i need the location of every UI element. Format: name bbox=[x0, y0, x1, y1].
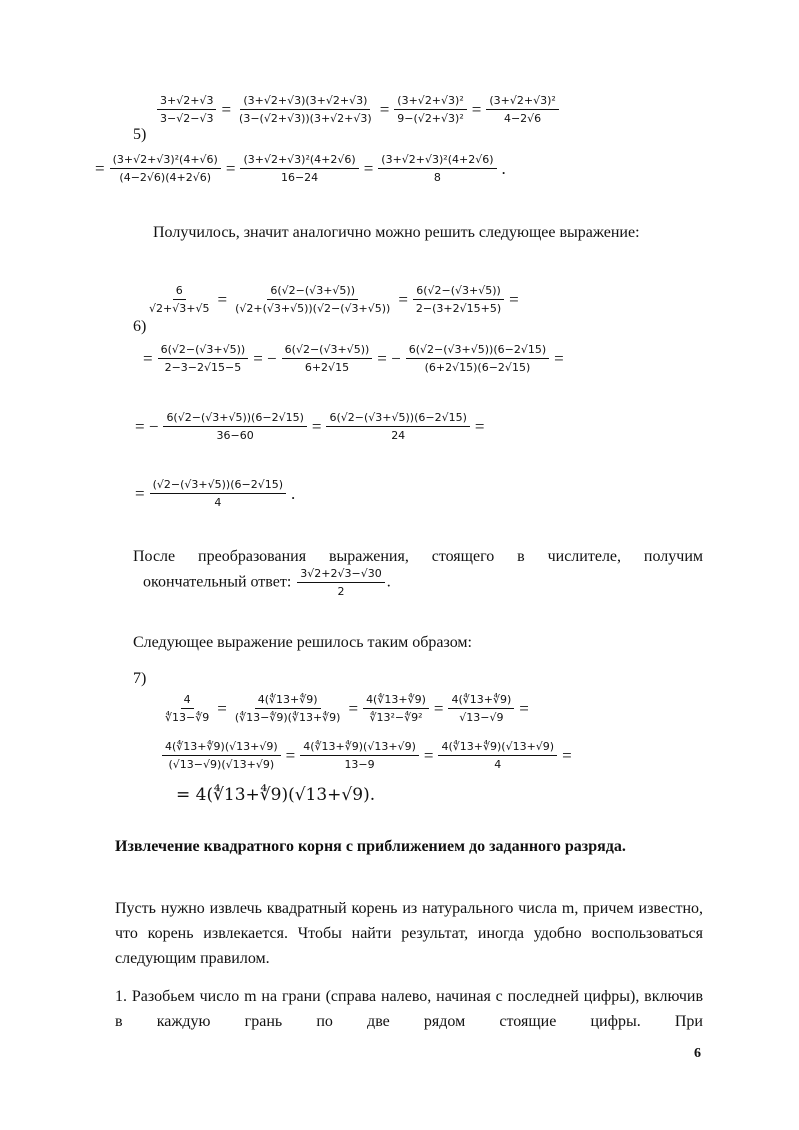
fraction: $\frac{3+√2+√3}{3-√2-√3}$ bbox=[157, 94, 216, 125]
ex6-line1: $\frac{6}{√2+√3+√5}$ = $\frac{6(√2-(√3+√5))}{(√2+(√3+√5))(√2-(√3+√5))}$ = $\frac{6(√2-(√3+√5))}{2-(3+2√15+5)}$ = bbox=[144, 284, 522, 315]
fraction: $\frac{6(√2-(√3+√5))(6-2√15)}{36-60}$ bbox=[163, 411, 306, 442]
fraction: $\frac{\text{(3+√2+√3)²}}{\text{9−(√2+√3)²}}$ bbox=[394, 94, 466, 125]
fraction: $\frac{\text{(3+√2+√3)²(4+2√6)}}{16-24}$ bbox=[240, 153, 358, 184]
ex6-label: 6) bbox=[133, 318, 147, 335]
page-number: 6 bbox=[694, 1046, 701, 1061]
ex5-label: 5) bbox=[133, 126, 147, 143]
fraction: $\frac{(√2-(√3+√5))(6-2√15)}{4}$ bbox=[150, 478, 286, 509]
paragraph-3: Следующее выражение решилось таким образом: bbox=[133, 634, 472, 651]
paragraph-1: Получилось, значит аналогично можно решить следующее выражение: bbox=[153, 224, 640, 241]
fraction: $\frac{\text{(3+√2+√3)²(4+2√6)}}{8}$ bbox=[378, 153, 496, 184]
fraction: $\frac{6(√2-(√3+√5))}{2-(3+2√15+5)}$ bbox=[413, 284, 504, 315]
fraction: $\frac{4(∜13+∜9)}{√13-√9}$ bbox=[448, 693, 514, 724]
fraction: $\frac{4(∜13+∜9)}{(∜13-∜9)(∜13+∜9)}$ bbox=[234, 693, 341, 724]
paragraph-5: 1. Разобьем число m на грани (справа налево, начиная с последней цифры), включив в каждую грань по две рядом стоящие цифры. При bbox=[115, 988, 703, 1030]
fraction: $\frac{6(√2-(√3+√5))(6-2√15)}{(6+2√15)(6-2√15)}$ bbox=[406, 343, 549, 374]
fraction: $\frac{6(√2-(√3+√5))(6-2√15)}{24}$ bbox=[326, 411, 469, 442]
paragraph-4: Пусть нужно извлечь квадратный корень из натурального числа m, причем известно, что корень извлекается. Чтобы найти результат, иногда удобно воспользоваться следующим правилом. bbox=[115, 900, 703, 967]
fraction: $\frac{4(∜13+∜9)}{\text{∜13²−∜9²}}$ bbox=[363, 693, 429, 724]
fraction: $\frac{6(√2-(√3+√5))}{2-3-2√15-5}$ bbox=[158, 343, 249, 374]
fraction: $\frac{4}{∜13-∜9}$ bbox=[165, 693, 210, 724]
fraction: $\frac{4(∜13+∜9)(√13+√9)}{4}$ bbox=[438, 740, 557, 771]
ex6-line3: = − $\frac{6(√2-(√3+√5))(6-2√15)}{36-60}$ = $\frac{6(√2-(√3+√5))(6-2√15)}{24}$ = bbox=[135, 411, 485, 442]
ex6-line2: = $\frac{6(√2-(√3+√5))}{2-3-2√15-5}$ = − $\frac{6(√2-(√3+√5))}{6+2√15}$ = − $\frac{6(√2-(√3+√5))(6-2√15)}{(6+2√15)(6-2√15)}$ = bbox=[143, 343, 564, 374]
fraction: $\frac{6(√2-(√3+√5))}{(√2+(√3+√5))(√2-(√3+√5))}$ bbox=[235, 284, 391, 315]
ex7-line1: $\frac{4}{∜13-∜9}$ = $\frac{4(∜13+∜9)}{(∜13-∜9)(∜13+∜9)}$ = $\frac{4(∜13+∜9)}{\text{∜13²−∜9²}}$ = $\frac{4(∜13+∜9)}{√13-√9}$ = bbox=[160, 693, 532, 724]
ex7-line3: = 4(∜13+∜9)(√13+√9). bbox=[176, 785, 376, 805]
answer-fraction: $\frac{3√2+2√3-√30}{2}$ bbox=[297, 567, 384, 598]
fraction: $\frac{6}{√2+√3+√5}$ bbox=[149, 284, 210, 315]
fraction: $\frac{4(∜13+∜9)(√13+√9)}{13-9}$ bbox=[300, 740, 419, 771]
section-heading: Извлечение квадратного корня с приближением до заданного разряда. bbox=[115, 838, 626, 855]
ex5-line1: $\frac{3+√2+√3}{3-√2-√3}$ = $\frac{(3+√2+√3)(3+√2+√3)}{(3-(√2+√3))(3+√2+√3)}$ = $\frac{\text{(3+√2+√3)²}}{\text{9−(√2+√3)²}}$ = $\frac{\text{(3+√2+√3)²}}{4-2√6}$ bbox=[155, 94, 561, 125]
fraction: $\frac{(3+√2+√3)(3+√2+√3)}{(3-(√2+√3))(3+√2+√3)}$ bbox=[239, 94, 372, 125]
fraction: $\frac{6(√2-(√3+√5))}{6+2√15}$ bbox=[282, 343, 373, 374]
fraction: $\frac{4(∜13+∜9)(√13+√9)}{(√13-√9)(√13+√9)}$ bbox=[162, 740, 281, 771]
ex5-line2: = $\frac{\text{(3+√2+√3)²(4+√6)}}{(4-2√6)(4+2√6)}$ = $\frac{\text{(3+√2+√3)²(4+2√6)}}{16-24}$ = $\frac{\text{(3+√2+√3)²(4+2√6)}}{8}$ . bbox=[95, 153, 506, 184]
fraction: $\frac{\text{(3+√2+√3)²(4+√6)}}{(4-2√6)(4+2√6)}$ bbox=[110, 153, 221, 184]
answer-line: окончательный ответ: $\frac{3√2+2√3-√30}{2}$ . bbox=[143, 567, 391, 598]
ex7-label: 7) bbox=[133, 670, 147, 687]
answer-label: окончательный ответ: bbox=[143, 573, 292, 591]
paragraph-2: После преобразования выражения, стоящего в числителе, получим bbox=[133, 548, 703, 565]
ex6-line4: = $\frac{(√2-(√3+√5))(6-2√15)}{4}$ . bbox=[135, 478, 296, 509]
ex7-line2: $\frac{4(∜13+∜9)(√13+√9)}{(√13-√9)(√13+√9)}$ = $\frac{4(∜13+∜9)(√13+√9)}{13-9}$ = $\frac{4(∜13+∜9)(√13+√9)}{4}$ = bbox=[160, 740, 575, 771]
fraction: $\frac{\text{(3+√2+√3)²}}{4-2√6}$ bbox=[486, 94, 558, 125]
